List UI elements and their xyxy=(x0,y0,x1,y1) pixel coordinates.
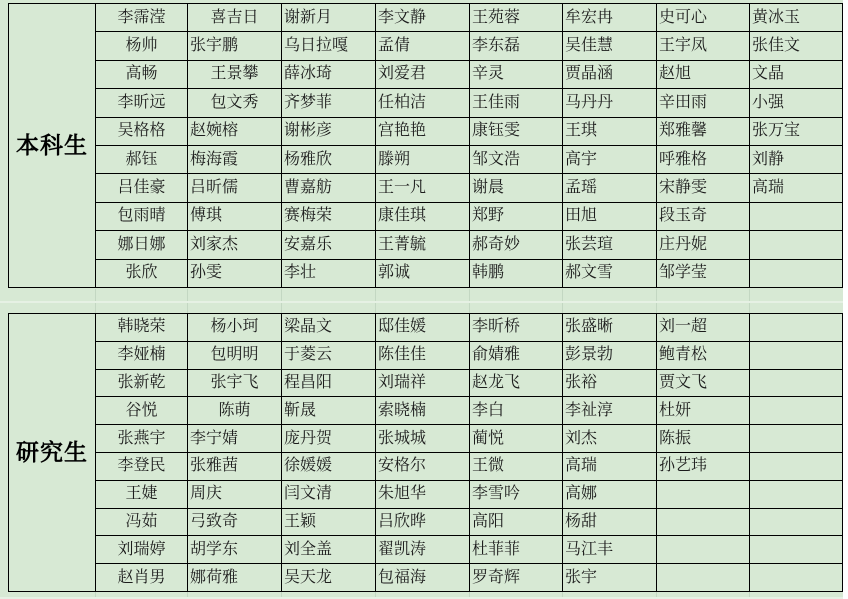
student-name-cell[interactable]: 安格尔 xyxy=(376,452,470,480)
student-name-cell[interactable]: 王景攀 xyxy=(188,60,282,88)
student-name-cell[interactable]: 王宇凤 xyxy=(657,32,750,60)
student-name-cell[interactable]: 杜菲菲 xyxy=(470,536,563,564)
empty-cell[interactable] xyxy=(750,452,843,480)
student-name-cell[interactable]: 弓致奇 xyxy=(188,508,282,536)
student-name-cell[interactable]: 张城城 xyxy=(376,425,470,453)
empty-cell[interactable] xyxy=(750,564,843,592)
table-row xyxy=(9,174,843,202)
student-name-cell[interactable]: 王婕 xyxy=(96,480,188,508)
student-name-cell[interactable]: 吴佳慧 xyxy=(563,32,657,60)
student-name-cell[interactable]: 刘瑞祥 xyxy=(376,369,470,397)
student-name-cell[interactable]: 滕朔 xyxy=(376,145,470,173)
empty-cell[interactable] xyxy=(657,564,750,592)
student-name-cell[interactable]: 索晓楠 xyxy=(376,397,470,425)
student-name-cell[interactable]: 高瑞 xyxy=(750,174,843,202)
student-name-cell[interactable]: 罗奇辉 xyxy=(470,564,563,592)
student-name-cell[interactable]: 杨小珂 xyxy=(188,314,282,342)
student-name-cell[interactable]: 程昌阳 xyxy=(282,369,376,397)
student-name-cell[interactable]: 张雅茜 xyxy=(188,452,282,480)
student-name-cell[interactable]: 宋静雯 xyxy=(657,174,750,202)
student-name-cell[interactable]: 谢新月 xyxy=(282,4,376,32)
student-name-cell[interactable]: 张欣 xyxy=(96,259,188,287)
student-name-cell[interactable]: 徐媛媛 xyxy=(282,452,376,480)
student-name-cell[interactable]: 谢晨 xyxy=(470,174,563,202)
undergraduate-table xyxy=(8,3,843,288)
student-name-cell[interactable]: 孟瑶 xyxy=(563,174,657,202)
student-name-cell[interactable]: 赵肖男 xyxy=(96,564,188,592)
student-name-cell[interactable]: 包明明 xyxy=(188,341,282,369)
table-row xyxy=(9,508,843,536)
empty-cell[interactable] xyxy=(750,341,843,369)
table-row xyxy=(9,564,843,592)
student-name-cell[interactable]: 吴天龙 xyxy=(282,564,376,592)
table-row xyxy=(9,32,843,60)
student-name-cell[interactable]: 张万宝 xyxy=(750,117,843,145)
empty-cell[interactable] xyxy=(750,480,843,508)
student-name-cell[interactable]: 张燕宇 xyxy=(96,425,188,453)
student-name-cell[interactable]: 刘全盖 xyxy=(282,536,376,564)
student-name-cell[interactable]: 杨雅欣 xyxy=(282,145,376,173)
student-name-cell[interactable]: 段玉奇 xyxy=(657,202,750,230)
student-name-cell[interactable]: 闫文清 xyxy=(282,480,376,508)
student-name-cell[interactable]: 陈佳佳 xyxy=(376,341,470,369)
table-row xyxy=(9,480,843,508)
student-name-cell[interactable]: 李霈滢 xyxy=(96,4,188,32)
student-name-cell[interactable]: 安嘉乐 xyxy=(282,231,376,259)
student-name-cell[interactable]: 康钰雯 xyxy=(470,117,563,145)
empty-cell[interactable] xyxy=(750,425,843,453)
table-row xyxy=(9,314,843,342)
student-name-cell[interactable]: 高娜 xyxy=(563,480,657,508)
student-name-cell[interactable]: 高瑞 xyxy=(563,452,657,480)
student-name-cell[interactable]: 蔺悦 xyxy=(470,425,563,453)
table-row xyxy=(9,4,843,32)
student-name-cell[interactable]: 杜妍 xyxy=(657,397,750,425)
student-name-cell[interactable]: 李昕桥 xyxy=(470,314,563,342)
student-name-cell[interactable]: 张宇鹏 xyxy=(188,32,282,60)
student-name-cell[interactable]: 周庆 xyxy=(188,480,282,508)
table-row xyxy=(9,536,843,564)
student-name-cell[interactable]: 刘静 xyxy=(750,145,843,173)
student-name-cell[interactable]: 刘一超 xyxy=(657,314,750,342)
table-row xyxy=(9,452,843,480)
student-name-cell[interactable]: 郝文雪 xyxy=(563,259,657,287)
student-name-cell[interactable]: 王佳雨 xyxy=(470,89,563,117)
student-name-cell[interactable]: 高畅 xyxy=(96,60,188,88)
student-name-cell[interactable]: 呼雅格 xyxy=(657,145,750,173)
student-name-cell[interactable]: 刘爱君 xyxy=(376,60,470,88)
student-name-cell[interactable]: 梅海霞 xyxy=(188,145,282,173)
student-name-cell[interactable]: 郝奇妙 xyxy=(470,231,563,259)
table-row xyxy=(9,425,843,453)
student-name-cell[interactable]: 王苑蓉 xyxy=(470,4,563,32)
student-name-cell[interactable]: 李登民 xyxy=(96,452,188,480)
student-name-cell[interactable]: 李白 xyxy=(470,397,563,425)
student-name-cell[interactable]: 李文静 xyxy=(376,4,470,32)
student-name-cell[interactable]: 陈萌 xyxy=(188,397,282,425)
student-name-cell[interactable]: 于菱云 xyxy=(282,341,376,369)
student-name-cell[interactable]: 孟倩 xyxy=(376,32,470,60)
student-name-cell[interactable]: 辛田雨 xyxy=(657,89,750,117)
graduate-table xyxy=(8,313,843,592)
student-name-cell[interactable]: 冯茹 xyxy=(96,508,188,536)
student-name-cell[interactable]: 张裕 xyxy=(563,369,657,397)
student-name-cell[interactable]: 张宇 xyxy=(563,564,657,592)
student-name-cell[interactable]: 刘杰 xyxy=(563,425,657,453)
student-name-cell[interactable]: 曹嘉舫 xyxy=(282,174,376,202)
student-name-cell[interactable]: 牟宏冉 xyxy=(563,4,657,32)
table-row xyxy=(9,397,843,425)
student-name-cell[interactable]: 田旭 xyxy=(563,202,657,230)
student-name-cell[interactable]: 高宇 xyxy=(563,145,657,173)
student-name-cell[interactable]: 谷悦 xyxy=(96,397,188,425)
student-name-cell[interactable]: 李祉淳 xyxy=(563,397,657,425)
student-name-cell[interactable]: 王琪 xyxy=(563,117,657,145)
student-name-cell[interactable]: 邹文浩 xyxy=(470,145,563,173)
table-row xyxy=(9,231,843,259)
student-name-cell[interactable]: 薛冰琦 xyxy=(282,60,376,88)
student-name-cell[interactable]: 贾文飞 xyxy=(657,369,750,397)
student-name-cell[interactable]: 张新乾 xyxy=(96,369,188,397)
student-name-cell[interactable]: 吕昕儒 xyxy=(188,174,282,202)
student-name-cell[interactable]: 吴格格 xyxy=(96,117,188,145)
student-name-cell[interactable]: 郭诚 xyxy=(376,259,470,287)
student-name-cell[interactable]: 杨帅 xyxy=(96,32,188,60)
student-name-cell[interactable]: 娜荷雅 xyxy=(188,564,282,592)
student-name-cell[interactable]: 孙艺玮 xyxy=(657,452,750,480)
student-name-cell[interactable]: 乌日拉嘎 xyxy=(282,32,376,60)
student-name-cell[interactable]: 张盛晰 xyxy=(563,314,657,342)
student-name-cell[interactable]: 鲍青松 xyxy=(657,341,750,369)
student-name-cell[interactable]: 庄丹妮 xyxy=(657,231,750,259)
student-name-cell[interactable]: 张芸瑄 xyxy=(563,231,657,259)
student-name-cell[interactable]: 史可心 xyxy=(657,4,750,32)
student-name-cell[interactable]: 郑野 xyxy=(470,202,563,230)
student-name-cell[interactable]: 王微 xyxy=(470,452,563,480)
student-name-cell[interactable]: 谢彬彦 xyxy=(282,117,376,145)
student-name-cell[interactable]: 吕佳豪 xyxy=(96,174,188,202)
student-name-cell[interactable]: 傅琪 xyxy=(188,202,282,230)
student-name-cell[interactable]: 赵龙飞 xyxy=(470,369,563,397)
student-name-cell[interactable]: 辛灵 xyxy=(470,60,563,88)
student-name-cell[interactable]: 宫艳艳 xyxy=(376,117,470,145)
empty-cell[interactable] xyxy=(657,508,750,536)
student-name-cell[interactable]: 陈振 xyxy=(657,425,750,453)
student-name-cell[interactable]: 李娅楠 xyxy=(96,341,188,369)
student-name-cell[interactable]: 马江丰 xyxy=(563,536,657,564)
student-name-cell[interactable]: 李雪吟 xyxy=(470,480,563,508)
empty-cell[interactable] xyxy=(657,536,750,564)
student-name-cell[interactable]: 包雨晴 xyxy=(96,202,188,230)
student-name-cell[interactable]: 赵婉榕 xyxy=(188,117,282,145)
student-name-cell[interactable]: 郝钰 xyxy=(96,145,188,173)
section-label-undergraduate[interactable]: 本科生 xyxy=(9,4,96,288)
student-name-cell[interactable]: 李壮 xyxy=(282,259,376,287)
student-name-cell[interactable]: 吕欣晔 xyxy=(376,508,470,536)
empty-cell[interactable] xyxy=(750,259,843,287)
empty-cell[interactable] xyxy=(750,369,843,397)
student-name-cell[interactable]: 邹学莹 xyxy=(657,259,750,287)
student-name-cell[interactable]: 庞丹贺 xyxy=(282,425,376,453)
student-name-cell[interactable]: 赛梅荣 xyxy=(282,202,376,230)
table-row xyxy=(9,60,843,88)
empty-cell[interactable] xyxy=(750,202,843,230)
gridline xyxy=(0,301,843,303)
student-name-cell[interactable]: 韩鹏 xyxy=(470,259,563,287)
student-name-cell[interactable]: 马丹丹 xyxy=(563,89,657,117)
student-name-cell[interactable]: 俞婧雅 xyxy=(470,341,563,369)
student-name-cell[interactable]: 康佳琪 xyxy=(376,202,470,230)
section-label-graduate[interactable]: 研究生 xyxy=(9,314,96,592)
student-name-cell[interactable]: 赵旭 xyxy=(657,60,750,88)
student-name-cell[interactable]: 杨甜 xyxy=(563,508,657,536)
student-name-cell[interactable]: 娜日娜 xyxy=(96,231,188,259)
empty-cell[interactable] xyxy=(750,397,843,425)
student-name-cell[interactable]: 王颖 xyxy=(282,508,376,536)
student-name-cell[interactable]: 文晶 xyxy=(750,60,843,88)
table-row xyxy=(9,369,843,397)
table-row xyxy=(9,117,843,145)
student-name-cell[interactable]: 齐梦菲 xyxy=(282,89,376,117)
table-row xyxy=(9,259,843,287)
empty-cell[interactable] xyxy=(750,314,843,342)
empty-cell[interactable] xyxy=(750,536,843,564)
student-name-cell[interactable]: 孙雯 xyxy=(188,259,282,287)
student-name-cell[interactable]: 包福海 xyxy=(376,564,470,592)
student-name-cell[interactable]: 任柏洁 xyxy=(376,89,470,117)
student-name-cell[interactable]: 小强 xyxy=(750,89,843,117)
student-name-cell[interactable]: 高阳 xyxy=(470,508,563,536)
student-name-cell[interactable]: 王一凡 xyxy=(376,174,470,202)
table-row xyxy=(9,202,843,230)
student-name-cell[interactable]: 靳晟 xyxy=(282,397,376,425)
student-name-cell[interactable]: 翟凯涛 xyxy=(376,536,470,564)
empty-cell[interactable] xyxy=(657,480,750,508)
empty-cell[interactable] xyxy=(750,231,843,259)
student-name-cell[interactable]: 韩晓荣 xyxy=(96,314,188,342)
empty-cell[interactable] xyxy=(750,508,843,536)
student-name-cell[interactable]: 胡学东 xyxy=(188,536,282,564)
student-name-cell[interactable]: 朱旭华 xyxy=(376,480,470,508)
student-name-cell[interactable]: 彭景勃 xyxy=(563,341,657,369)
student-name-cell[interactable]: 李宁婧 xyxy=(188,425,282,453)
student-name-cell[interactable]: 刘家杰 xyxy=(188,231,282,259)
student-name-cell[interactable]: 包文秀 xyxy=(188,89,282,117)
table-row xyxy=(9,341,843,369)
student-name-cell[interactable]: 梁晶文 xyxy=(282,314,376,342)
table-row xyxy=(9,89,843,117)
student-name-cell[interactable]: 黄冰玉 xyxy=(750,4,843,32)
student-name-cell[interactable]: 王菁毓 xyxy=(376,231,470,259)
student-name-cell[interactable]: 喜吉日 xyxy=(188,4,282,32)
student-name-cell[interactable]: 郑雅馨 xyxy=(657,117,750,145)
student-name-cell[interactable]: 李东磊 xyxy=(470,32,563,60)
student-name-cell[interactable]: 贾晶涵 xyxy=(563,60,657,88)
student-name-cell[interactable]: 邸佳媛 xyxy=(376,314,470,342)
student-name-cell[interactable]: 刘瑞婷 xyxy=(96,536,188,564)
student-name-cell[interactable]: 张佳文 xyxy=(750,32,843,60)
student-name-cell[interactable]: 张宇飞 xyxy=(188,369,282,397)
table-row xyxy=(9,145,843,173)
student-name-cell[interactable]: 李昕远 xyxy=(96,89,188,117)
